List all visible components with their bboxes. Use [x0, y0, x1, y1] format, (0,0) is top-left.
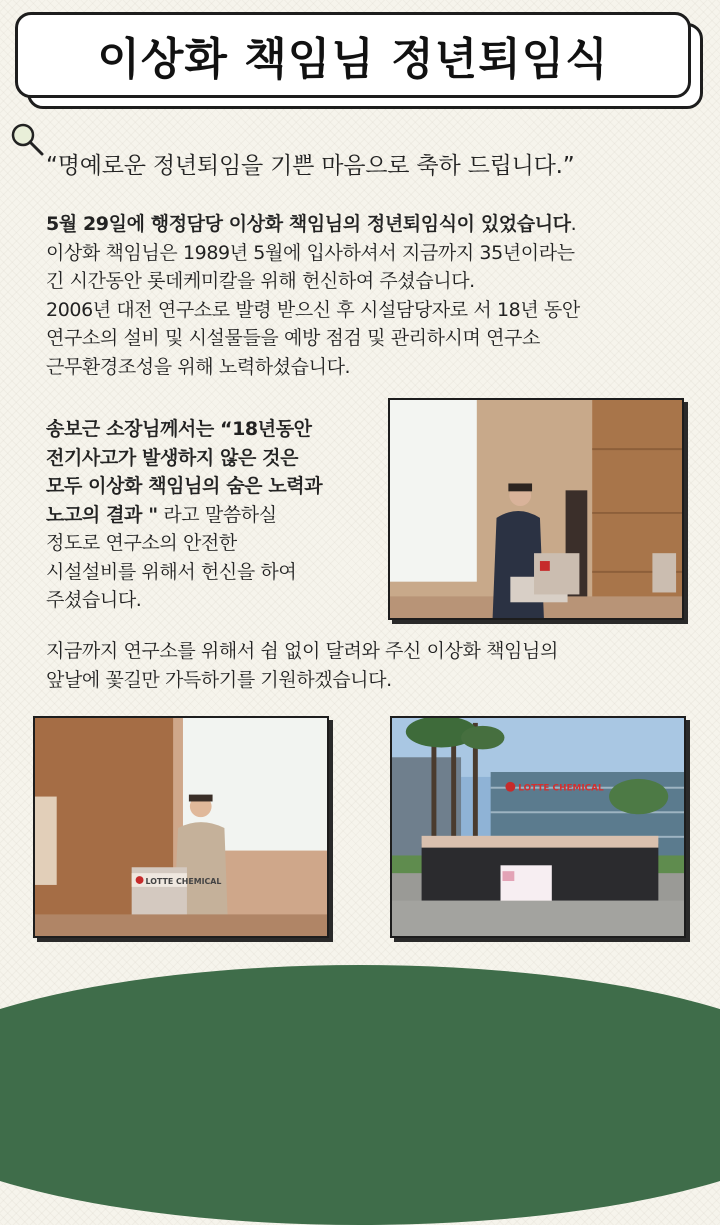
intro-line: 근무환경조성을 위해 노력하셨습니다.: [46, 355, 351, 378]
speech-bold-line: 송보근 소장님께서는 “18년동안: [46, 418, 312, 440]
intro-line: 연구소의 설비 및 시설물들을 예방 점검 및 관리하시며 연구소: [46, 327, 540, 349]
title-box: [15, 12, 691, 98]
headline-quote: “명예로운 정년퇴임을 기쁜 마음으로 축하 드립니다.”: [46, 153, 575, 179]
closing-line: 지금까지 연구소를 위해서 쉼 없이 달려와 주신 이상화 책임님의: [46, 640, 558, 662]
speech-bold-line: 전기사고가 발생하지 않은 것은: [46, 446, 299, 469]
speech-bold-end: 노고의 결과 ": [46, 503, 158, 526]
speech-paragraph: [46, 415, 386, 615]
speech-bold-line: 모두 이상화 책임님의 숨은 노력과: [46, 475, 323, 497]
group-photo: [390, 716, 686, 938]
closing-paragraph: [46, 637, 696, 694]
speaker-photo: [388, 398, 684, 620]
speech-line-rest: 라고 말씀하실: [157, 503, 277, 526]
intro-lead-period: .: [570, 213, 577, 235]
building-sign-text: LOTTE CHEMICAL: [518, 783, 604, 794]
podium-sign-text: LOTTE CHEMICAL: [145, 876, 222, 886]
intro-line: 긴 시간동안 롯데케미칼을 위해 헌신하여 주셨습니다.: [46, 270, 475, 292]
intro-lead: 5월 29일에 행정담당 이상화 책임님의 정년퇴임식이 있었습니다: [46, 213, 571, 235]
page-title: 이상화 책임님 정년퇴임식: [97, 34, 609, 85]
closing-line: 앞날에 꽃길만 가득하기를 기원하겠습니다.: [46, 668, 392, 691]
intro-paragraph: [46, 210, 696, 381]
podium-photo: [33, 716, 329, 938]
bottom-green-hill: [0, 965, 720, 1225]
intro-line: 2006년 대전 연구소로 발령 받으신 후 시설담당자로 서 18년 동안: [46, 298, 580, 321]
speech-line: 정도로 연구소의 안전한: [46, 532, 237, 554]
speech-line: 주셨습니다.: [46, 589, 142, 611]
speech-line: 시설설비를 위해서 헌신을 하여: [46, 560, 297, 583]
intro-line: 이상화 책임님은 1989년 5월에 입사하셔서 지금까지 35년이라는: [46, 241, 575, 264]
magnifier-icon: [8, 121, 48, 161]
